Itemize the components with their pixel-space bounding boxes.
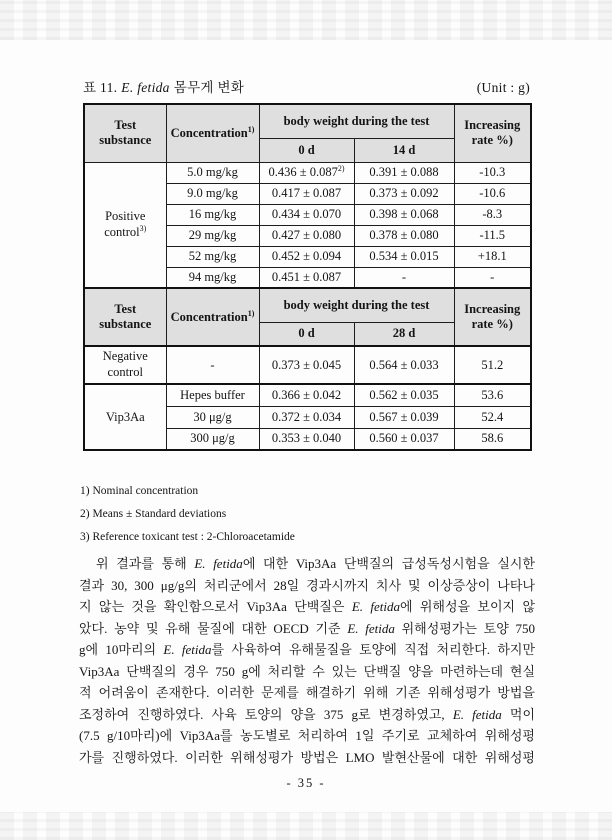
table-cell: -11.5 <box>454 225 531 246</box>
text-segment: 았다. 농약 및 유해 물질에 대한 OECD 기준 <box>79 620 348 636</box>
table-header-cell: 0 d <box>259 322 354 346</box>
species-name: E. fetida <box>351 599 400 614</box>
scan-noise-top <box>0 0 612 40</box>
paragraph-line <box>79 747 535 769</box>
species-name: E. fetida <box>452 706 502 722</box>
text-segment: 지 않는 것을 확인함으로서 Vip3Aa 단백질은 <box>79 599 352 614</box>
table-cell: 0.564 ± 0.033 <box>354 346 454 384</box>
table-cell: 0.391 ± 0.088 <box>354 162 454 183</box>
table-cell: -8.3 <box>454 204 531 225</box>
table-cell <box>259 162 354 183</box>
table-cell: 0.560 ± 0.037 <box>354 428 454 450</box>
group-label <box>87 225 164 241</box>
footnote-1: 1) Nominal concentration <box>80 485 199 497</box>
header-label: Concentration <box>170 125 248 140</box>
table-row <box>84 384 531 406</box>
paragraph-line <box>79 553 535 575</box>
table-cell-group <box>84 162 166 288</box>
table-cell: - <box>166 346 259 384</box>
table-header-cell: 28 d <box>354 322 454 346</box>
table-caption-text <box>83 76 248 96</box>
table-header-cell: 0 d <box>259 138 354 162</box>
text-segment: 가를 진행하였다. 이러한 위해성평가 방법은 LMO 발현산물에 대한 위해성평 <box>79 749 535 765</box>
footnotes <box>80 480 295 549</box>
table-row <box>84 104 531 138</box>
paragraph-line <box>79 596 535 618</box>
text-segment: (7.5 g/10마리)에 Vip3Aa를 농도별로 처리하여 1일 주기로 교체하여 위해성평 <box>79 728 535 743</box>
text-segment: Vip3Aa 단백질의 경우 750 g에 처리할 수 있는 단백질 양을 마련하는데 현실 <box>79 663 535 679</box>
table-row <box>84 162 531 183</box>
table-cell-group <box>84 346 166 384</box>
table-cell: 16 mg/kg <box>166 204 259 225</box>
footnote-2: 2) Means ± Standard deviations <box>80 508 227 520</box>
header-label: rate %) <box>471 317 513 331</box>
table-header-cell: Test substance <box>84 104 166 162</box>
footnote-marker: 3) <box>139 223 147 233</box>
table-cell: 0.398 ± 0.068 <box>354 204 454 225</box>
group-label: Positive <box>105 209 146 224</box>
header-label: Increasing <box>464 302 521 316</box>
unit-label: (Unit : g) <box>476 80 530 95</box>
paragraph-line <box>79 618 535 640</box>
table-cell: 0.378 ± 0.080 <box>354 225 454 246</box>
table-cell: 0.427 ± 0.080 <box>259 225 354 246</box>
text-segment: 먹이 <box>501 706 536 722</box>
species-name: E. fetida <box>194 556 243 571</box>
footnote-3: 3) Reference toxicant test : 2-Chloroacetamide <box>80 531 295 543</box>
table-cell: 58.6 <box>454 428 531 450</box>
species-name: E. fetida <box>347 620 395 636</box>
table-cell-group: Vip3Aa <box>84 384 166 450</box>
table-number: 표 11. <box>83 80 118 95</box>
table-header-cell: body weight during the test <box>259 104 454 138</box>
table-cell: 94 mg/kg <box>166 267 259 288</box>
table-cell: 0.373 ± 0.092 <box>354 183 454 204</box>
text-segment: 를 사육하여 유해물질을 토양에 직접 처리한다. 하지만 <box>211 642 536 657</box>
scan-noise-bottom <box>0 812 612 840</box>
table-header-cell <box>454 104 531 162</box>
paragraph-line <box>79 575 535 597</box>
table-cell: 30 μg/g <box>166 406 259 428</box>
table-title: 몸무게 변화 <box>173 80 245 95</box>
table-row <box>84 346 531 384</box>
table-header-cell: body weight during the test <box>259 288 454 322</box>
body-paragraph <box>79 553 535 768</box>
table-cell: Hepes buffer <box>166 384 259 406</box>
table-caption <box>83 76 530 96</box>
table-row <box>84 288 531 322</box>
table-header-cell <box>166 104 259 162</box>
paragraph-line <box>79 725 535 747</box>
table-cell: 0.452 ± 0.094 <box>259 246 354 267</box>
table-cell: 0.417 ± 0.087 <box>259 183 354 204</box>
species-name: E. fetida <box>163 642 212 657</box>
paragraph-line <box>79 639 535 661</box>
paragraph-line <box>79 661 535 683</box>
text-segment: 조정하여 진행하였다. 사육 토양의 양을 375 g로 변경하였고, <box>79 706 453 722</box>
text-segment: 위해성평가는 토양 750 <box>394 620 536 636</box>
text-segment: 적 어려움이 존재한다. 이러한 문제를 해결하기 위해 기존 위해성평가 방법을 <box>79 685 535 700</box>
footnote-marker: 1) <box>247 308 255 318</box>
table-cell: 52.4 <box>454 406 531 428</box>
header-label: rate %) <box>471 133 513 148</box>
table-cell: - <box>354 267 454 288</box>
text-segment: 위 결과를 통해 <box>96 556 195 571</box>
table-header-cell <box>166 288 259 346</box>
header-label: Increasing <box>464 118 521 133</box>
table-cell: 53.6 <box>454 384 531 406</box>
table-cell: 0.373 ± 0.045 <box>259 346 354 384</box>
page-number: - 35 - <box>286 776 326 790</box>
table-cell: 52 mg/kg <box>166 246 259 267</box>
table-cell: 0.562 ± 0.035 <box>354 384 454 406</box>
paragraph-line <box>79 704 535 726</box>
table-header-cell: 14 d <box>354 138 454 162</box>
table-cell: 0.366 ± 0.042 <box>259 384 354 406</box>
table-cell: -10.6 <box>454 183 531 204</box>
table-cell: 0.353 ± 0.040 <box>259 428 354 450</box>
table-cell: -10.3 <box>454 162 531 183</box>
table-cell: - <box>454 267 531 288</box>
table-cell: 0.534 ± 0.015 <box>354 246 454 267</box>
table-cell: 0.567 ± 0.039 <box>354 406 454 428</box>
table-cell: 9.0 mg/kg <box>166 183 259 204</box>
table-cell: 0.372 ± 0.034 <box>259 406 354 428</box>
table-cell: 51.2 <box>454 346 531 384</box>
paragraph-line <box>79 682 535 704</box>
footnote-marker: 2) <box>337 163 345 173</box>
text-segment: 결과 30, 300 μg/g의 처리군에서 28일 경과시까지 치사 및 이상증상이 나타나 <box>79 577 535 593</box>
text-segment: g에 10마리의 <box>79 642 164 657</box>
text-segment: 에 위해성을 보이지 않 <box>399 599 536 614</box>
text-segment: 에 대한 Vip3Aa 단백질의 급성독성시험을 실시한 <box>242 556 535 571</box>
table-cell: 29 mg/kg <box>166 225 259 246</box>
table-header-cell: Test substance <box>84 288 166 346</box>
table-cell: 0.434 ± 0.070 <box>259 204 354 225</box>
footnote-marker: 1) <box>247 124 255 134</box>
value-text: 0.436 ± 0.087 <box>268 165 338 179</box>
table-cell: 5.0 mg/kg <box>166 162 259 183</box>
table-cell: 0.451 ± 0.087 <box>259 267 354 288</box>
group-label: control <box>107 365 143 379</box>
group-label: Negative <box>102 349 148 364</box>
body-weight-table <box>83 103 532 451</box>
header-label: Concentration <box>170 309 248 324</box>
species-name: E. fetida <box>121 80 170 95</box>
table-header-cell <box>454 288 531 346</box>
table-cell: +18.1 <box>454 246 531 267</box>
group-label-text: control <box>104 224 140 239</box>
table-cell: 300 μg/g <box>166 428 259 450</box>
